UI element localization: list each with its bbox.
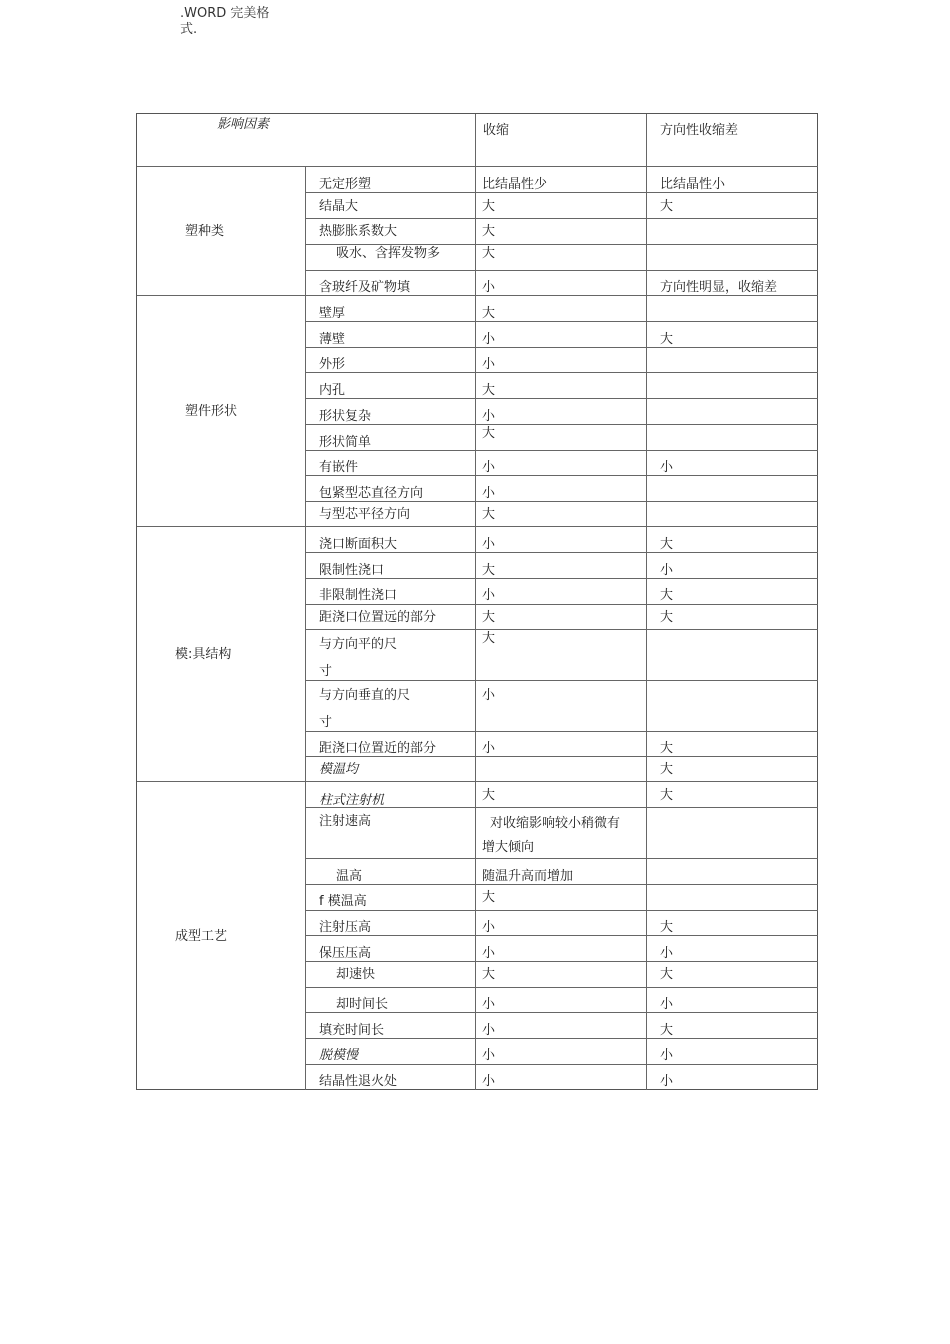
header-direction: 方向性收缩差 (660, 123, 739, 138)
row-direction: 方向性明显，收缩差 (660, 280, 778, 295)
row-shrink: 小 (482, 688, 496, 703)
row-item: 模温均 (319, 762, 359, 777)
row-shrink: 大 (482, 224, 496, 239)
row-shrink: 大 (482, 610, 496, 625)
row-item-cont: 寸 (319, 664, 333, 679)
row-item: 含玻纤及矿物填 (319, 280, 411, 295)
row-direction: 大 (660, 199, 674, 214)
row-shrink: 大 (482, 246, 496, 261)
row-item: 柱式注射机 (319, 793, 385, 808)
header-line-2: 式. (180, 22, 198, 37)
row-direction: 小 (660, 946, 674, 961)
row-item-cont: 寸 (319, 715, 333, 730)
row-direction: 比结晶性小 (660, 177, 726, 192)
row-divider (137, 166, 818, 167)
row-direction: 小 (660, 997, 674, 1012)
row-divider (137, 526, 818, 527)
row-direction: 小 (660, 1048, 674, 1063)
row-direction: 大 (660, 610, 674, 625)
row-item: 结晶大 (319, 199, 359, 214)
row-shrink: 对收缩影响较小稍微有 (490, 816, 621, 831)
row-item: 填充时间长 (319, 1023, 385, 1038)
row-direction: 小 (660, 563, 674, 578)
row-item: 有嵌件 (319, 460, 359, 475)
header-factor: 影响因素 (217, 117, 270, 132)
row-direction: 大 (660, 1023, 674, 1038)
row-shrink: 小 (482, 1023, 496, 1038)
row-item: 壁厚 (319, 306, 346, 321)
row-direction: 大 (660, 920, 674, 935)
row-shrink: 小 (482, 409, 496, 424)
row-item: 结晶性退火处 (319, 1074, 398, 1089)
header-line-1: .WORD 完美格 (180, 6, 270, 21)
row-shrink: 比结晶性少 (482, 177, 548, 192)
row-item: 温高 (336, 869, 363, 884)
row-item: 距浇口位置近的部分 (319, 741, 437, 756)
row-item: 包紧型芯直径方向 (319, 486, 424, 501)
header-text (180, 6, 290, 38)
row-shrink: 大 (482, 967, 496, 982)
group-name: 模:具结构 (175, 647, 232, 662)
row-item: 薄壁 (319, 332, 346, 347)
row-item: 距浇口位置远的部分 (319, 610, 437, 625)
row-shrink: 小 (482, 460, 496, 475)
row-shrink: 大 (482, 426, 496, 441)
row-direction: 大 (660, 588, 674, 603)
row-item: 热膨胀系数大 (319, 224, 398, 239)
row-direction: 大 (660, 762, 674, 777)
row-item: 与型芯平径方向 (319, 507, 411, 522)
row-shrink: 随温升高而增加 (482, 869, 574, 884)
row-item: 注射压高 (319, 920, 372, 935)
row-item: 外形 (319, 357, 346, 372)
row-shrink: 小 (482, 280, 496, 295)
row-direction: 大 (660, 741, 674, 756)
row-item: 形状简单 (319, 435, 372, 450)
row-shrink: 小 (482, 1074, 496, 1089)
row-shrink: 大 (482, 890, 496, 905)
column-divider (475, 114, 476, 1090)
group-name: 塑种类 (185, 224, 225, 239)
row-item: 无定形塑 (319, 177, 372, 192)
row-item: 注射速高 (319, 814, 372, 829)
row-direction: 小 (660, 460, 674, 475)
row-shrink: 小 (482, 1048, 496, 1063)
group-name: 塑件形状 (185, 404, 238, 419)
row-direction: 小 (660, 1074, 674, 1089)
row-item: 吸水、含挥发物多 (336, 246, 441, 261)
row-item: 浇口断面积大 (319, 537, 398, 552)
row-shrink: 大 (482, 507, 496, 522)
row-direction: 大 (660, 537, 674, 552)
row-shrink: 小 (482, 741, 496, 756)
row-shrink: 小 (482, 946, 496, 961)
row-direction: 大 (660, 788, 674, 803)
row-item: 与方向平的尺 (319, 637, 398, 652)
row-item: 非限制性浇口 (319, 588, 398, 603)
row-shrink: 小 (482, 588, 496, 603)
column-divider (305, 166, 306, 1090)
row-shrink: 小 (482, 997, 496, 1012)
row-item: f 模温高 (319, 894, 367, 909)
row-item: 与方向垂直的尺 (319, 688, 411, 703)
row-item: 形状复杂 (319, 409, 372, 424)
row-shrink: 大 (482, 788, 496, 803)
row-item: 保压压高 (319, 946, 372, 961)
row-item: 脱模慢 (319, 1048, 359, 1063)
row-item: 内孔 (319, 383, 346, 398)
row-shrink: 大 (482, 563, 496, 578)
column-divider (646, 114, 647, 1090)
row-direction: 大 (660, 332, 674, 347)
row-shrink: 大 (482, 383, 496, 398)
row-divider (137, 781, 818, 782)
row-item: 限制性浇口 (319, 563, 385, 578)
row-shrink: 小 (482, 537, 496, 552)
row-shrink: 小 (482, 357, 496, 372)
row-shrink: 大 (482, 306, 496, 321)
row-shrink: 小 (482, 920, 496, 935)
group-name: 成型工艺 (175, 929, 228, 944)
row-shrink: 小 (482, 486, 496, 501)
header-shrink: 收缩 (483, 123, 510, 138)
shrinkage-factor-table (136, 113, 818, 1090)
row-direction: 大 (660, 967, 674, 982)
row-item: 却速快 (336, 967, 376, 982)
row-shrink: 小 (482, 332, 496, 347)
row-shrink-cont: 增大倾向 (482, 840, 535, 855)
row-shrink: 大 (482, 199, 496, 214)
row-item: 却时间长 (336, 997, 389, 1012)
row-shrink: 大 (482, 631, 496, 646)
